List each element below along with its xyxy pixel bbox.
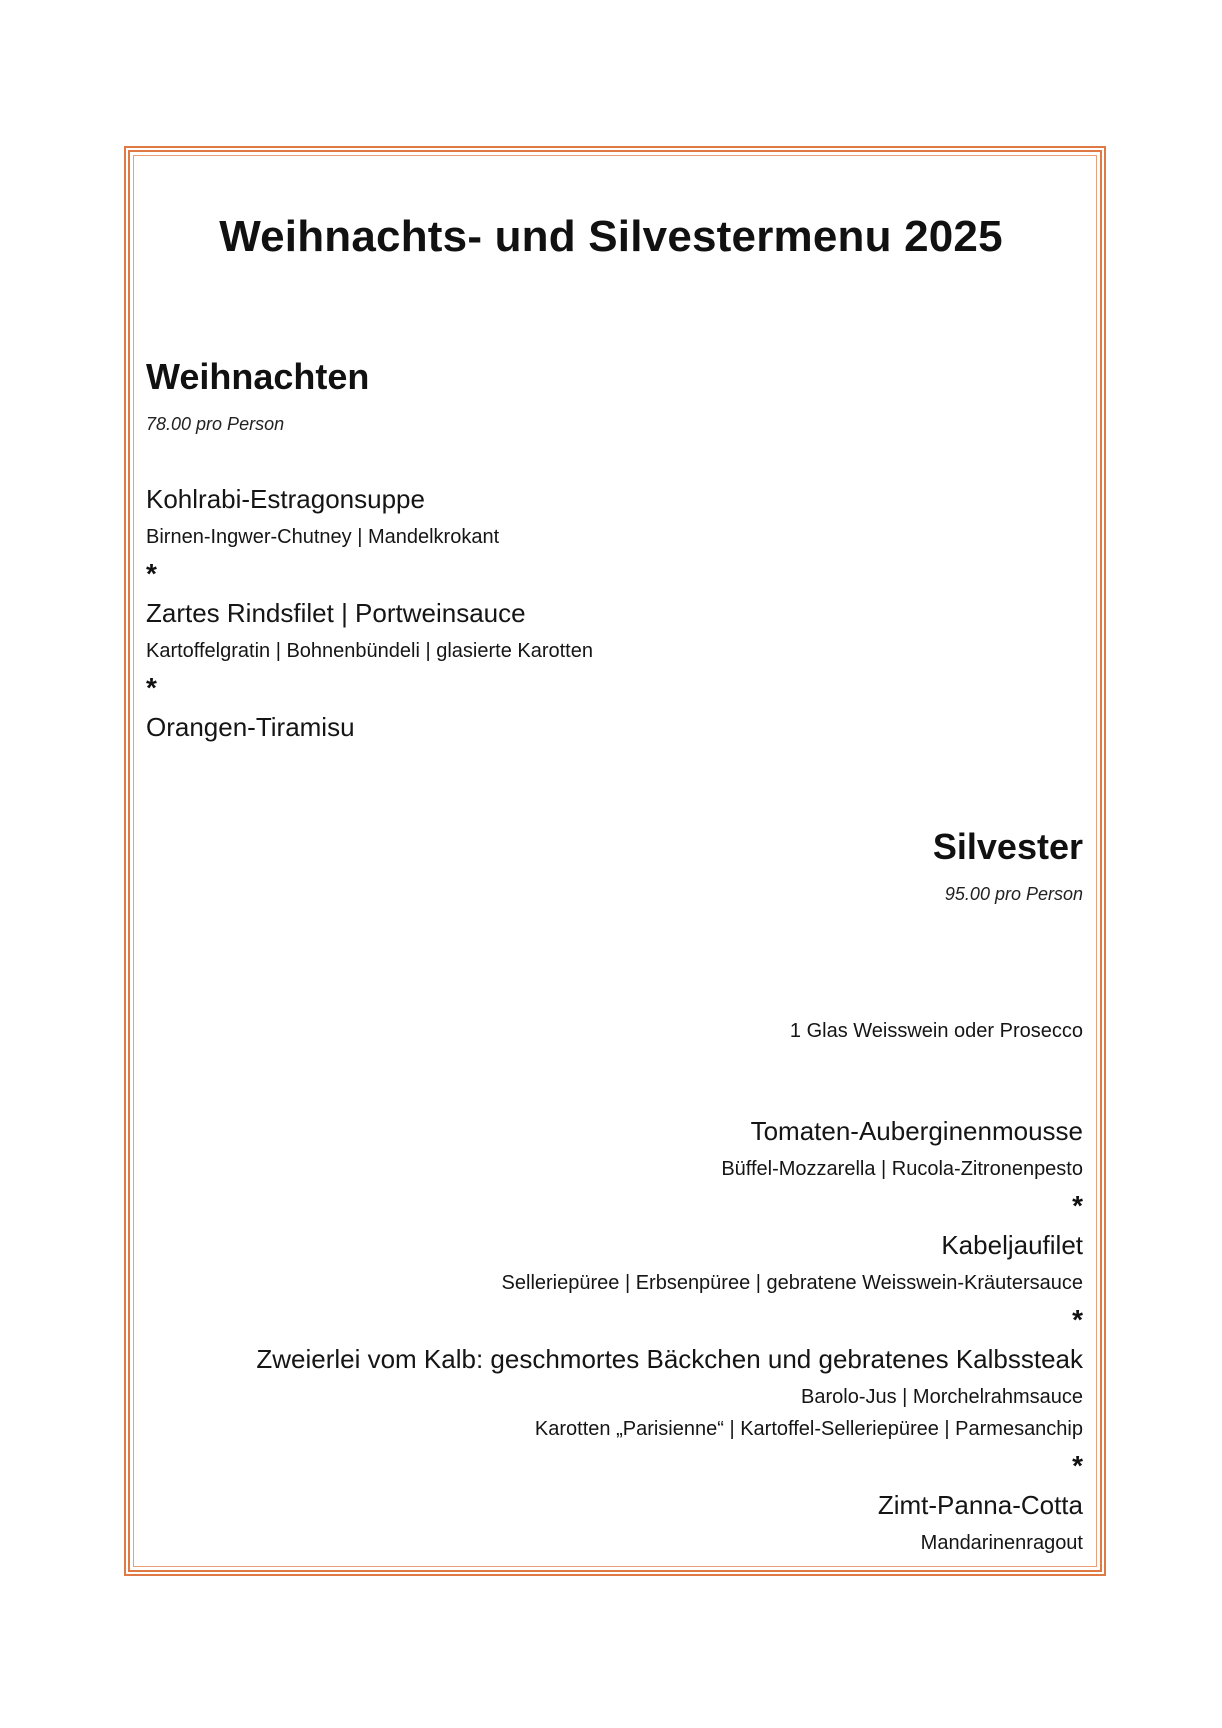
silvester-separator-3: * xyxy=(1072,1450,1083,1481)
weihnachten-course-1-side: Birnen-Ingwer-Chutney | Mandelkrokant xyxy=(146,526,500,548)
silvester-course-2-side: Selleriepüree | Erbsenpüree | gebratene Weisswein-Kräutersauce xyxy=(501,1272,1083,1294)
silvester-separator-1: * xyxy=(1072,1190,1083,1221)
silvester-aperitif: 1 Glas Weisswein oder Prosecco xyxy=(789,1020,1083,1042)
weihnachten-course-2: Zartes Rindsfilet | Portweinsauce xyxy=(146,598,526,628)
weihnachten-separator-2: * xyxy=(146,672,157,703)
silvester-course-4-side: Mandarinenragout xyxy=(920,1532,1083,1554)
weihnachten-separator-1: * xyxy=(146,558,157,589)
weihnachten-heading: Weihnachten xyxy=(146,356,370,397)
weihnachten-price: 78.00 pro Person xyxy=(146,414,285,434)
silvester-course-4: Zimt-Panna-Cotta xyxy=(877,1490,1083,1520)
silvester-course-3: Zweierlei vom Kalb: geschmortes Bäckchen und gebratenes Kalbssteak xyxy=(256,1344,1083,1374)
silvester-course-2: Kabeljaufilet xyxy=(941,1230,1083,1260)
silvester-course-1: Tomaten-Auberginenmousse xyxy=(750,1116,1083,1146)
weihnachten-course-3: Orangen-Tiramisu xyxy=(146,712,355,742)
silvester-course-1-side: Büffel-Mozzarella | Rucola-Zitronenpesto xyxy=(721,1158,1083,1180)
weihnachten-course-2-side: Kartoffelgratin | Bohnenbündeli | glasierte Karotten xyxy=(146,640,593,662)
silvester-course-3-side-2: Karotten „Parisienne“ | Kartoffel-Selleriepüree | Parmesanchip xyxy=(534,1418,1083,1440)
silvester-price: 95.00 pro Person xyxy=(944,884,1083,904)
weihnachten-course-1: Kohlrabi-Estragonsuppe xyxy=(146,484,425,514)
silvester-heading: Silvester xyxy=(932,826,1083,867)
silvester-course-3-side-1: Barolo-Jus | Morchelrahmsauce xyxy=(801,1386,1083,1408)
silvester-separator-2: * xyxy=(1072,1304,1083,1335)
menu-title: Weihnachts- und Silvestermenu 2025 xyxy=(219,212,1003,261)
